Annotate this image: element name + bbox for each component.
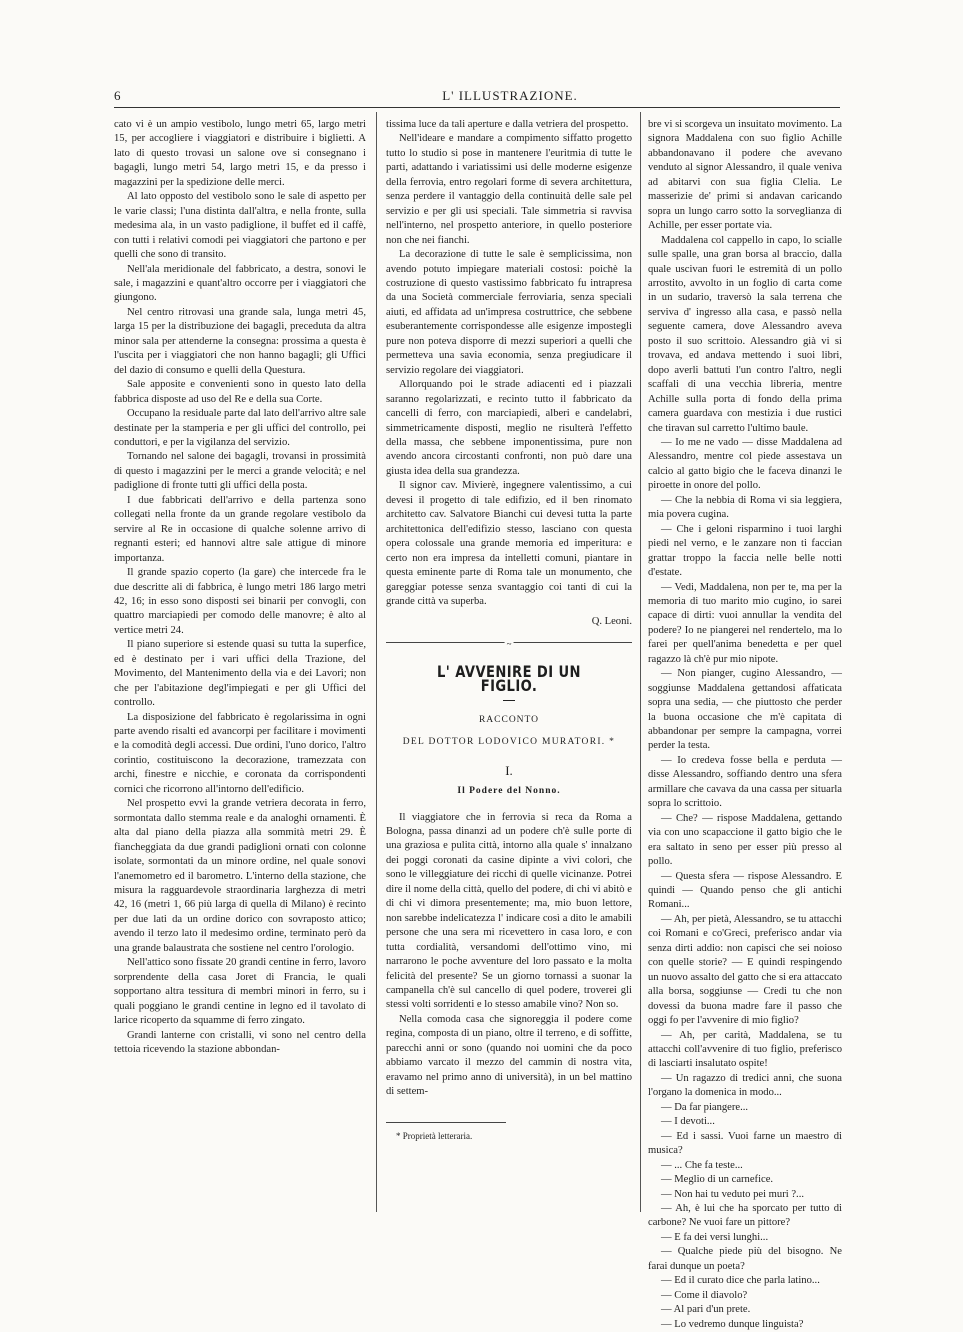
title-rule (503, 700, 515, 701)
paragraph: — Lo vedremo dunque linguista? (661, 1318, 804, 1330)
header-rule (114, 107, 840, 108)
column-1 (114, 118, 366, 1057)
paragraph: Nel prospetto evvi la grande vetriera decorata in ferro, sormontata dallo stemma reale e da analoghi ornamenti. È alta dal piano della piazza alla sommità metri 29. È fiancheggiata da due grandi padiglioni ornati con colonne isolate, sormontati da un minore ordine, nel quale sonovi l'anemometro ed il barometro. L'interno della stazione, che misura la ragguardevole straordinaria larghezza di metri 42, 16 (metri 1, 66 più larga di quella di Milano) è recinto per due lati da un ordine dorico con sovraposto attico; avendo il terzo lato il medesimo ordine, terminato però da una grande balaustrata che sostiene nel centro l'orologio. (114, 798, 366, 954)
story-byline: DEL DOTTOR LODOVICO MURATORI. * (402, 737, 616, 748)
paragraph: — I devoti... (661, 1116, 715, 1128)
section-divider: ~ (386, 642, 632, 643)
chapter-number: I. (505, 762, 513, 778)
paragraph: Nell'ala meridionale del fabbricato, a destra, sonovi le sale, i magazzini e quant'altro occorre per i viaggiatori che giungono. (114, 263, 366, 304)
footnote-rule (386, 1122, 506, 1123)
paragraph: Il grande spazio coperto (la gare) che intercede fra le due descritte ali di fabbrica, è lungo metri 186 largo metri 42, 16; in esso sono disposti sei binarii per convogli, con quattro marciapiedi per comodo delle manovre; è alto al vertice metri 24. (114, 567, 366, 636)
paragraph: Tornando nel salone dei bagagli, trovansi in prossimità di questo i magazzini per le merci a grande velocità; e nel padiglione di fronte tutti gli uffici della posta. (114, 451, 366, 492)
paragraph: cato vi è un ampio vestibolo, lungo metri 65, largo metri 15, per accogliere i viaggiatori e distribuire i biglietti. A lato di questo trovasi un salone ove si consegnano i bagagli, lungo metri 54, largo metri 15, e da presso i magazzini per la spedizione delle merci. (114, 119, 366, 188)
paragraph: Nella comoda casa che signoreggia il podere come regina, composta di un piano, oltre il terreno, e di soffitte, parecchi anni or sono (quando noi uomini che da poco abbiamo varcato il mezzo del cammin di nostra vita, eravamo nel primo anno di università), in un bel mattino di settem- (386, 1013, 632, 1098)
paragraph: — Al pari d'un prete. (661, 1304, 751, 1316)
paragraph: Il piano superiore si estende quasi su tutta la superfice, ed è destinato per i vari uffici della Trazione, del Movimento, del Mantenimento della via e dei Lavori; non che per l'abitazione degl'impiegati e per gli Uffici del controllo. (114, 639, 366, 709)
paragraph: — E fa dei versi lunghi... (661, 1231, 769, 1243)
paragraph: I due fabbricati dell'arrivo e della partenza sono collegati nella fronte da un grande regolare vestibolo da servire al Re in occasione di qualche solenne arrivo di regnanti esteri; ed hannovi altre sale attigue di minore importanza. (114, 494, 366, 564)
paragraph: bre vi si scorgeva un insuitato movimento. La signora Maddalena con suo figlio Achille abbandonavano il podere che avevano venduto al signor Alessandro, il quale veniva ad abitarvi con sua figlia Clelia. Le masserizie de' primi si andavan caricando sopra un lungo carro sotto la sorveglianza di Achille, per esser portate via. (648, 119, 842, 232)
story-text (386, 811, 632, 1100)
paragraph: — Questa sfera — rispose Alessandro. E quindi — Quando penso che gli antichi Romani... (648, 870, 842, 911)
paragraph: — Io credeva fosse bella e perduta — disse Alessandro, soffiando dentro una sfera armillare che cavava da una cassa per situarla sopra lo scrittoio. (648, 754, 842, 810)
paragraph: La decorazione di tutte le sale è semplicissima, non avendo potuto impiegare materiali costosi: poichè la costruzione di questo vastissimo fabbricato fu intrapresa da una Società commerciale ferroviaria, senza speciali aiuti, ed affidata ad un'impresa costruttrice, che sebbene esuberantemente corrispondesse alle esigenze impostegli pure non poteva disporre di mezzi superiori a quelli che permetteva una savia economia, senza pregiudicare il servizio regolare dei viaggiatori. (386, 249, 632, 376)
column-divider-1 (376, 112, 377, 1212)
paragraph: — Che? — rispose Maddalena, gettando via con uno scapaccione il gatto bigio che le era saltato in seno per esser più presso al pollo. (648, 812, 842, 868)
paragraph: — Ah, per carità, Maddalena, se tu attacchi coll'avvenire di tuo figlio, preferisco di lasciarti insalutato ospite! (648, 1029, 842, 1070)
paragraph: — Non hai tu veduto pei muri ?... (661, 1188, 804, 1200)
footnote: * Proprietà letteraria. (396, 1130, 473, 1141)
paragraph: — Vedi, Maddalena, non per te, ma per la memoria di tuo marito mio cugino, io sarei capace di dirti: vuoi annullar la vendita del podere? Io ne piangerei nel rendertelo, ma lo farei per quell'anima benedetta e per quel ragazzo là ch'è pur mio nipote. (648, 581, 842, 665)
paragraph: Nell'attico sono fissate 20 grandi centine in ferro, lavoro sorprendente della casa Joret di Francia, le quali sopportano altra tessitura di membri minori in ferro, su i quali poggiano le grandi centine in legno ed il tavolato di larice ricoperto da squamme di ferro zingato. (114, 957, 366, 1027)
paragraph: — Non pianger, cugino Alessandro, — soggiunse Maddalena gettandosi affaticata sopra una sedia, — che piuttosto che perder la buona occasione che m'è capitata di abbandonar per sempre la campagna, vorrei perder la testa. (648, 668, 842, 752)
paragraph: — Io me ne vado — disse Maddalena ad Alessandro, mentre col piede assestava un calcio al gatto bigio che le faceva dinanzi le piroette in onore del pollo. (648, 436, 842, 492)
paragraph: — Meglio di un carnefice. (661, 1174, 774, 1186)
paragraph: — Che i geloni risparmino i tuoi larghi piedi nel verno, e le zanzare non ti faccian grattar troppo la faccia nelle belle notti d'estate. (648, 523, 842, 579)
paragraph: La disposizione del fabbricato è regolarissima in ogni parte avendo risalti ed avancorpi per facilitare i movimenti e la comodità degli accessi. Due ordini, l'uno dorico, l'altro corintio, costituiscono la decorazione, tramezzata con archi, finestre e nicchie, e coronata da corrispondenti cornici che ricorrono all'intorno dell'edificio. (114, 711, 366, 795)
paragraph: Maddalena col cappello in capo, lo scialle sulle spalle, una gran borsa al braccio, dalla quale uscivan fuori le estremità di un pollo arrostito, avvolto in un foglio di carta come in un sudario, traversò la sala terrena che serviva d' ingresso alla casa, e passò nella seguente camera, dove Alessandro aveva posto il suo scrittoio. Alessandro già vi si trovava, ed andava mettendo i suoi libri, dopo averli battuti l'un contro l'altro, negli scaffali di una vecchia libreria, mentre Achille sulla porta di fondo della prima camera guardava con mestizia i due rustici che tiravan sul carretto l'ultimo baule. (648, 234, 842, 434)
paragraph: — Qualche piede più del bisogno. Ne farai dunque un poeta? (648, 1246, 842, 1272)
paragraph: Nell'ideare e mandare a compimento siffatto progetto tutto lo studio si pose in mantenere l'euritmia di tutte le parti, adattando i variatissimi usi delle moderne esigenze della ferrovia, entro regolari forme di severa architettura, senza perdere il vantaggio della continuità delle sale pel servizio e per gli usi speciali. Tale simmetria si ravvisa nell'interno, nel prospetto anteriore, in quello posteriore non che nei fianchi. (386, 133, 632, 246)
paragraph: tissima luce da tali aperture e dalla vetriera del prospetto. (386, 119, 629, 130)
masthead-title: L' ILLUSTRAZIONE. (442, 88, 578, 103)
paragraph: Grandi lanterne con cristalli, vi sono nel centro della tettoia ricevendo la stazione abbondan- (114, 1029, 366, 1055)
article-signature: Q. Leoni. (591, 616, 632, 628)
paragraph: — Ah, per pietà, Alessandro, se tu attacchi coi Romani e co'Greci, preferisco andar via senza dirti addio: non capisci che sei noioso con quelle storie? — E quindi respingendo un nuovo assalto del gatto che si era attaccato alla borsa, soggiunse — Credi tu che non dovessi da buona madre fare il passo che oggi fo per l'avvenire di mio figlio? (648, 913, 842, 1027)
paragraph: Il viaggiatore che in ferrovia si reca da Roma a Bologna, passa dinanzi ad un podere ch'è sulle porte di una graziosa e pulita città, intorno alla quale s' innalzano dei poggi coronati da casine dipinte a vivi colori, che sono le villeggiature dei ricchi di quelle vicinanze. Potrei dire il nome della città, quello del podere, di chi vi abitò e di chi vi dimora presentemente; ma, mio buon lettore, non sarebbe indelicatezza l' indicare così a dito le amabili persone che una sera mi ricevettero in casa loro, e con tutta cordialità, versandomi dell'ottimo vino, mi narrarono le poche avventure del loro passato e la molta felicità del presente? Se un giorno tornassi a suonar la campanella ch'è sul cancello di quel podere, troverei gli stessi volti sorridenti e lo stesso amabile vino? Non so. (386, 811, 632, 1011)
paragraph: Il signor cav. Mivierè, ingegnere valentissimo, a cui devesi il progetto di tale edifizio, ed il ben rinomato architetto cav. Salvatore Bianchi cui devesi tutta la parte architettonica dell'edifizio stesso, lasciano con questa opera colossale una grande memoria ed imperitura: e certo non era impresa da intelletti comuni, piantare in questa eminente parte di Roma tale un monumento, che gareggiar potesse senza svantaggio coi tanti di cui la grande città va superba. (386, 480, 632, 607)
paragraph: Nel centro ritrovasi una grande sala, lunga metri 45, larga 15 per la distribuzione dei bagagli, preceduta da altra minor sala per attenderne la consegna: prossima a questa è l'uscita per i viaggiatori che non hanno bagagli; gli Uffici del dazio di consumo e quelli della Questura. (114, 306, 366, 376)
paragraph: — Ed i sassi. Vuoi farne un maestro di musica? (648, 1130, 842, 1157)
story-title: L' AVVENIRE DI UN FIGLIO. (437, 661, 581, 696)
paragraph: Al lato opposto del vestibolo sono le sale di aspetto per le varie classi; l'una distinta dall'altra, e nella fronte, sulla medesima ala, in un vasto padiglione, il buffet ed il caffè, con tutti i relativi comodi pei viaggiatori che partono e per quelli che sono di transito. (114, 191, 366, 261)
column-2-article-text (386, 118, 632, 609)
story-genre: RACCONTO (478, 714, 540, 725)
page-number: 6 (114, 88, 121, 103)
paragraph: — Da far piangere... (661, 1101, 749, 1113)
paragraph: — Che la nebbia di Roma vi sia leggiera, mia povera cugina. (648, 494, 842, 521)
paragraph: — Ed il curato dice che parla latino... (661, 1275, 820, 1287)
chapter-title: Il Podere del Nonno. (457, 786, 561, 797)
column-2 (386, 118, 632, 1143)
paragraph: — Come il diavolo? (661, 1289, 748, 1301)
paragraph: — ... Che fa teste... (661, 1159, 743, 1171)
paragraph: Sale apposite e convenienti sono in questo lato della fabbrica disposte ad uso del Re e della sua Corte. (114, 379, 366, 405)
paragraph: — Ah, è lui che ha sporcato per tutto di carbone? Ne vuoi fare un pittore? (648, 1202, 842, 1229)
column-3 (648, 118, 842, 1332)
paragraph: — Un ragazzo di tredici anni, che suona l'organo la domenica in modo... (648, 1072, 842, 1099)
paragraph: Allorquando poi le strade adiacenti ed i piazzali saranno regolarizzati, e recinto tutto il fabbricato da cancelli di ferro, con marciapiedi, alberi e candelabri, simmetricamente disposti, meglio ne risulterà l'effetto della massa, che sebbene imponentissima, pure non avendo ancora circostanti confronti, non può dare una giusta idea della sua grandezza. (386, 379, 632, 477)
paragraph: Occupano la residuale parte dal lato dell'arrivo altre sale destinate per la stamperia e per gli uffici del controllo, pei conduttori, e per la vigilanza del servizio. (114, 408, 366, 448)
column-divider-2 (640, 112, 641, 1212)
